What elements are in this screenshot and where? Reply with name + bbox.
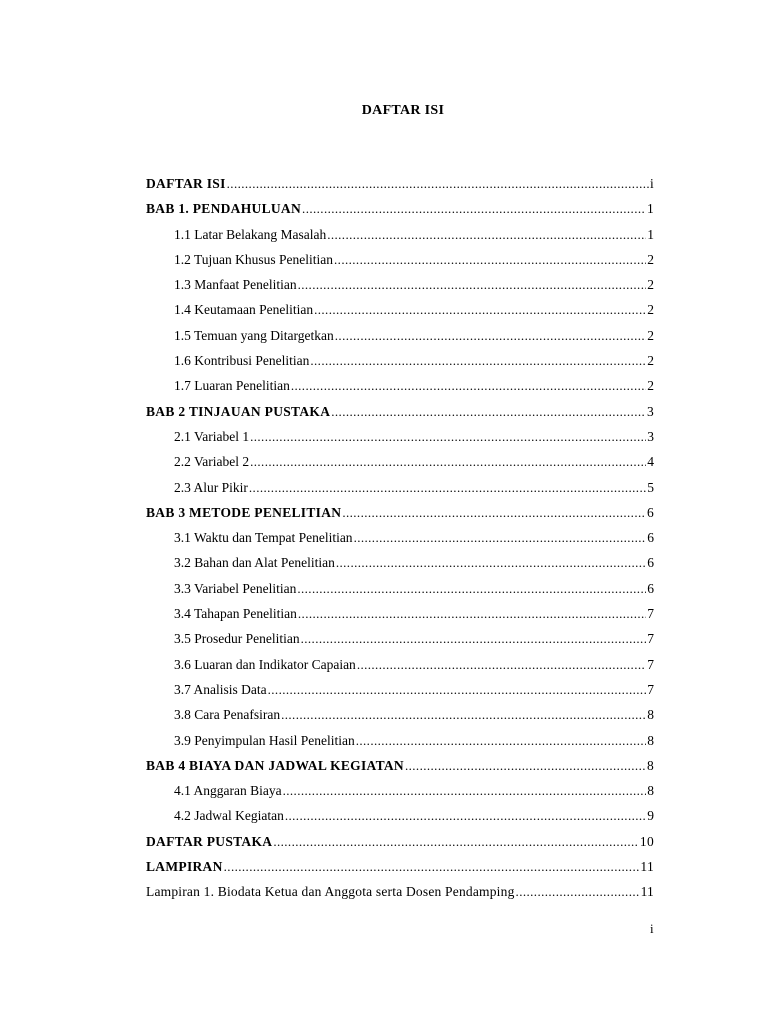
toc-entry-label: 3.8 Cara Penafsiran: [174, 707, 281, 723]
toc-entry-page: 11: [640, 884, 654, 900]
toc-entry: [146, 682, 654, 707]
toc-entry: [146, 201, 654, 226]
toc-dot-leader: [354, 530, 647, 546]
toc-entry: [146, 353, 654, 378]
toc-dot-leader: [249, 480, 646, 496]
toc-entry-page: 2: [647, 251, 654, 267]
toc-entry-label: 2.3 Alur Pikir: [174, 479, 248, 495]
toc-entry-label: BAB 2 TINJAUAN PUSTAKA: [146, 403, 331, 419]
toc-dot-leader: [301, 631, 647, 647]
toc-entry-page: 9: [647, 808, 654, 824]
toc-dot-leader: [250, 429, 646, 445]
toc-entry-page: 10: [639, 833, 654, 849]
toc-entry-page: 8: [647, 707, 654, 723]
toc-entry-label: 3.7 Analisis Data: [174, 681, 267, 697]
toc-entry-page: 6: [647, 555, 654, 571]
toc-dot-leader: [297, 581, 646, 597]
toc-entry-label: 3.6 Luaran dan Indikator Capaian: [174, 656, 356, 672]
toc-entry-page: 8: [647, 783, 654, 799]
toc-entry: [146, 657, 654, 682]
toc-entry: [146, 834, 654, 859]
toc-entry-label: 3.3 Variabel Penelitian: [174, 580, 297, 596]
toc-entry: [146, 328, 654, 353]
toc-dot-leader: [250, 454, 646, 470]
toc-entry-label: 1.3 Manfaat Penelitian: [174, 277, 297, 293]
toc-entry-page: 7: [647, 631, 654, 647]
toc-dot-leader: [291, 378, 646, 394]
toc-entry-page: i: [649, 176, 654, 191]
toc-entry-label: 1.2 Tujuan Khusus Penelitian: [174, 251, 334, 267]
toc-entry-page: 3: [646, 403, 654, 419]
toc-dot-leader: [327, 227, 646, 243]
toc-entry-page: 7: [647, 606, 654, 622]
toc-entry: [146, 884, 654, 909]
toc-entry: [146, 733, 654, 758]
toc-entry-page: 2: [647, 302, 654, 318]
toc-entry-label: BAB 1. PENDAHULUAN: [146, 201, 302, 217]
toc-entry-page: 6: [647, 580, 654, 596]
toc-dot-leader: [302, 201, 646, 217]
toc-dot-leader: [224, 859, 640, 875]
toc-entry-page: 4: [647, 454, 654, 470]
toc-entry-page: 8: [647, 732, 654, 748]
toc-entry-label: 1.5 Temuan yang Ditargetkan: [174, 327, 334, 343]
toc-entry-page: 3: [647, 428, 654, 444]
toc-entry: [146, 404, 654, 429]
toc-dot-leader: [331, 404, 646, 420]
toc-entry-page: 1: [646, 201, 654, 217]
toc-entry-page: 1: [647, 226, 654, 242]
toc-entry-page: 2: [647, 327, 654, 343]
toc-entry-page: 7: [647, 656, 654, 672]
toc-entry: [146, 758, 654, 783]
toc-entry: [146, 227, 654, 252]
toc-entry: [146, 606, 654, 631]
toc-entry: [146, 707, 654, 732]
toc-dot-leader: [298, 606, 646, 622]
toc-dot-leader: [227, 176, 649, 192]
toc-entry: [146, 480, 654, 505]
toc-entry-label: DAFTAR ISI: [146, 176, 226, 191]
toc-entry: [146, 429, 654, 454]
toc-entry-label: LAMPIRAN: [146, 859, 223, 875]
toc-entry-label: 3.2 Bahan dan Alat Penelitian: [174, 555, 335, 571]
toc-entry-label: 1.4 Keutamaan Penelitian: [174, 302, 314, 318]
toc-entry: [146, 505, 654, 530]
toc-entry: [146, 581, 654, 606]
toc-entry-label: 1.6 Kontribusi Penelitian: [174, 353, 310, 369]
toc-entry: [146, 176, 654, 201]
toc-dot-leader: [336, 555, 646, 571]
toc-entry-label: Lampiran 1. Biodata Ketua dan Anggota serta Dosen Pendamping: [146, 884, 515, 900]
page-title: DAFTAR ISI: [361, 103, 445, 118]
toc-dot-leader: [298, 277, 647, 293]
toc-entry: [146, 859, 654, 884]
toc-entry-page: 5: [647, 479, 654, 495]
toc-entry-page: 2: [647, 353, 654, 369]
toc-dot-leader: [356, 733, 647, 749]
toc-dot-leader: [405, 758, 646, 774]
toc-dot-leader: [516, 884, 640, 900]
table-of-contents: [146, 176, 654, 910]
toc-dot-leader: [285, 808, 646, 824]
toc-entry: [146, 808, 654, 833]
toc-entry-label: 3.4 Tahapan Penelitian: [174, 606, 297, 622]
toc-entry-label: 3.9 Penyimpulan Hasil Penelitian: [174, 732, 355, 748]
toc-entry: [146, 454, 654, 479]
toc-dot-leader: [335, 328, 646, 344]
toc-entry: [146, 783, 654, 808]
toc-dot-leader: [268, 682, 647, 698]
toc-entry: [146, 631, 654, 656]
toc-entry-page: 6: [646, 504, 654, 520]
toc-dot-leader: [334, 252, 646, 268]
toc-entry-label: 3.5 Prosedur Penelitian: [174, 631, 300, 647]
toc-dot-leader: [314, 302, 646, 318]
toc-entry-label: 2.2 Variabel 2: [174, 454, 250, 470]
toc-entry-label: BAB 3 METODE PENELITIAN: [146, 504, 342, 520]
toc-entry: [146, 277, 654, 302]
toc-entry-page: 2: [647, 277, 654, 293]
toc-entry-label: 1.7 Luaran Penelitian: [174, 378, 290, 394]
toc-entry-page: 6: [647, 530, 654, 546]
toc-entry-page: 8: [646, 757, 654, 773]
toc-dot-leader: [310, 353, 646, 369]
toc-entry-page: 2: [647, 378, 654, 394]
toc-entry-label: BAB 4 BIAYA DAN JADWAL KEGIATAN: [146, 757, 404, 773]
toc-entry: [146, 530, 654, 555]
toc-entry-label: DAFTAR PUSTAKA: [146, 833, 273, 849]
toc-entry: [146, 302, 654, 327]
toc-entry-label: 1.1 Latar Belakang Masalah: [174, 226, 327, 242]
page-number: i: [650, 921, 654, 936]
toc-dot-leader: [283, 783, 647, 799]
toc-entry-page: 7: [647, 681, 654, 697]
toc-entry: [146, 555, 654, 580]
toc-entry-label: 2.1 Variabel 1: [174, 428, 250, 444]
toc-entry: [146, 252, 654, 277]
toc-dot-leader: [342, 505, 646, 521]
toc-dot-leader: [281, 707, 646, 723]
toc-entry-label: 3.1 Waktu dan Tempat Penelitian: [174, 530, 353, 546]
toc-dot-leader: [273, 834, 639, 850]
toc-entry-label: 4.1 Anggaran Biaya: [174, 783, 282, 799]
toc-entry-page: 11: [640, 859, 654, 875]
toc-entry-label: 4.2 Jadwal Kegiatan: [174, 808, 284, 824]
toc-dot-leader: [357, 657, 646, 673]
toc-entry: [146, 378, 654, 403]
